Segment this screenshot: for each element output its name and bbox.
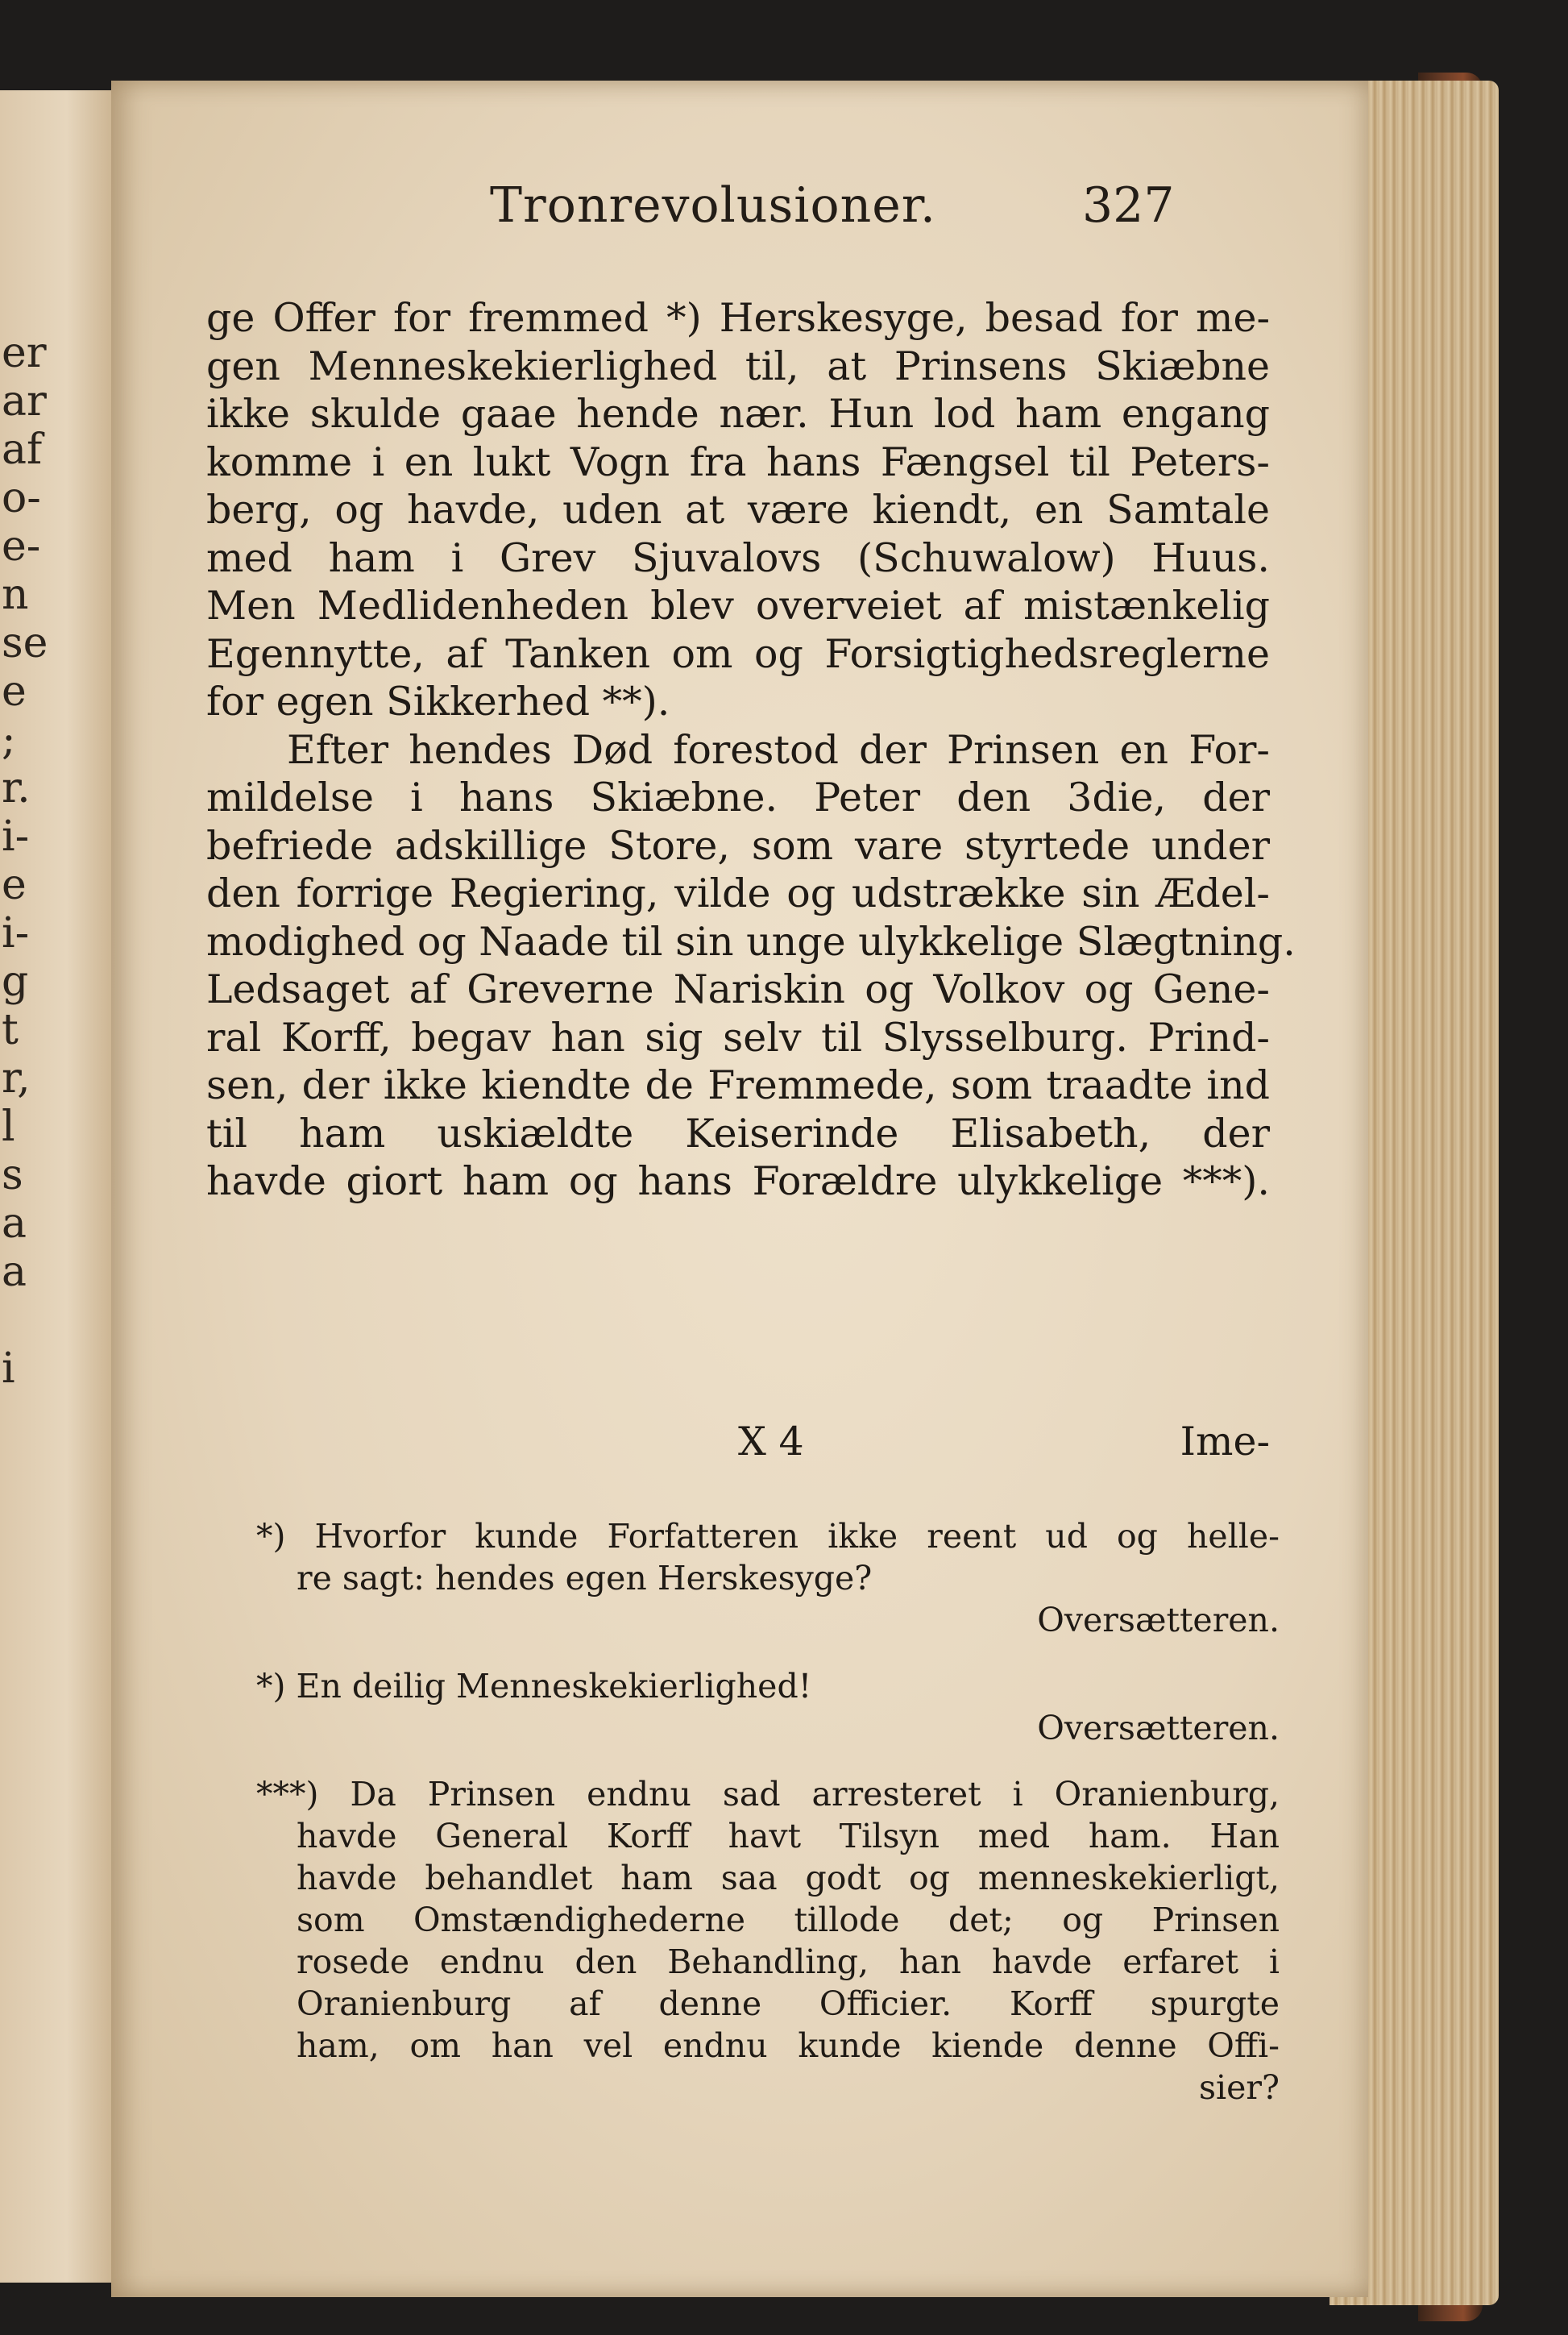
- left-page-fragment: e-: [2, 522, 41, 571]
- footnote-line: ***) Da Prinsen endnu sad arresteret i Oranienburg,: [256, 1775, 1280, 1814]
- text-line: ral Korff, begav han sig selv til Slysselburg. Prind-: [206, 1014, 1270, 1061]
- left-page-fragment: se: [2, 619, 48, 667]
- footnote-line: *) En deilig Menneskekierlighed!: [256, 1667, 812, 1706]
- footnote-line: ham, om han vel endnu kunde kiende denne Offi-: [297, 2026, 1280, 2065]
- left-page-fragment: i-: [2, 812, 30, 861]
- left-page-fragment: i-: [2, 909, 30, 958]
- left-page-fragment: i: [2, 1344, 15, 1393]
- left-page-fragment: r.: [2, 764, 31, 812]
- left-page-fragment: l: [2, 1103, 15, 1151]
- footnote-signature: Oversætteren.: [1037, 1601, 1280, 1639]
- left-facing-page: [0, 90, 114, 2283]
- text-line: befriede adskillige Store, som vare styrtede under: [206, 822, 1270, 869]
- text-line: berg, og havde, uden at være kiendt, en Samtale: [206, 487, 1270, 533]
- text-line: Men Medlidenheden blev overveiet af mistænkelig: [206, 583, 1270, 629]
- left-page-fragment: e: [2, 861, 27, 909]
- left-page-fragment: o-: [2, 474, 41, 522]
- text-line: Efter hendes Død forestod der Prinsen en For-: [287, 726, 1270, 773]
- footnote-line: havde behandlet ham saa godt og menneskekierligt,: [297, 1859, 1280, 1897]
- signature-row: [206, 1419, 1270, 1467]
- text-line: ikke skulde gaae hende nær. Hun lod ham engang: [206, 391, 1270, 437]
- signature-mark: X 4: [738, 1419, 804, 1465]
- page-header: [111, 177, 1288, 250]
- footnote-line: re sagt: hendes egen Herskesyge?: [297, 1559, 873, 1598]
- left-page-fragment: ar: [2, 377, 47, 426]
- footnote-line: som Omstændighederne tillode det; og Prinsen: [297, 1901, 1280, 1939]
- footnote-signature: sier?: [1199, 2068, 1280, 2107]
- page-number: 327: [1082, 177, 1175, 234]
- text-line: mildelse i hans Skiæbne. Peter den 3die, der: [206, 775, 1270, 821]
- right-page: [111, 81, 1368, 2297]
- text-line: modighed og Naade til sin unge ulykkelige Slægtning.: [206, 918, 1296, 965]
- footnote-line: Oranienburg af denne Officier. Korff spurgte: [297, 1984, 1280, 2023]
- footnote-line: havde General Korff havt Tilsyn med ham. Han: [297, 1817, 1280, 1855]
- text-line: ge Offer for fremmed *) Herskesyge, besad for me-: [206, 295, 1270, 341]
- left-page-fragment: r,: [2, 1054, 31, 1103]
- left-page-fragment: er: [2, 329, 47, 377]
- catchword: Ime-: [1180, 1419, 1270, 1465]
- text-line: Egennytte, af Tanken om og Forsigtighedsreglerne: [206, 630, 1270, 677]
- text-line: til ham uskiældte Keiserinde Elisabeth, der: [206, 1110, 1270, 1157]
- left-page-fragment: t: [2, 1006, 19, 1054]
- text-line: gen Menneskekierlighed til, at Prinsens Skiæbne: [206, 343, 1270, 389]
- left-page-fragment: n: [2, 571, 29, 619]
- text-line: havde giort ham og hans Forældre ulykkelige ***).: [206, 1158, 1270, 1204]
- left-page-fragment: ;: [2, 716, 16, 764]
- left-page-fragment: g: [2, 958, 29, 1006]
- left-page-fragment: s: [2, 1151, 23, 1199]
- body-text: [206, 294, 1296, 1206]
- text-line: komme i en lukt Vogn fra hans Fængsel til Peters-: [206, 438, 1270, 485]
- left-page-fragment: e: [2, 667, 27, 716]
- footnotes: [256, 1515, 1280, 2109]
- left-page-fragment: af: [2, 426, 43, 474]
- left-page-fragment: a: [2, 1248, 27, 1296]
- running-head: Tronrevolusioner.: [490, 177, 936, 234]
- text-line: den forrige Regiering, vilde og udstrække sin Ædel-: [206, 870, 1270, 916]
- footnote-line: rosede endnu den Behandling, han havde erfaret i: [297, 1942, 1280, 1981]
- footnote-line: *) Hvorfor kunde Forfatteren ikke reent ud og helle-: [256, 1517, 1280, 1556]
- text-line: sen, der ikke kiendte de Fremmede, som traadte ind: [206, 1062, 1270, 1108]
- text-line: Ledsaget af Greverne Nariskin og Volkov og Gene-: [206, 966, 1270, 1012]
- text-line: med ham i Grev Sjuvalovs (Schuwalow) Huus.: [206, 534, 1270, 581]
- left-page-fragment: a: [2, 1199, 27, 1248]
- footnote-signature: Oversætteren.: [1037, 1709, 1280, 1747]
- text-line: for egen Sikkerhed **).: [206, 679, 670, 725]
